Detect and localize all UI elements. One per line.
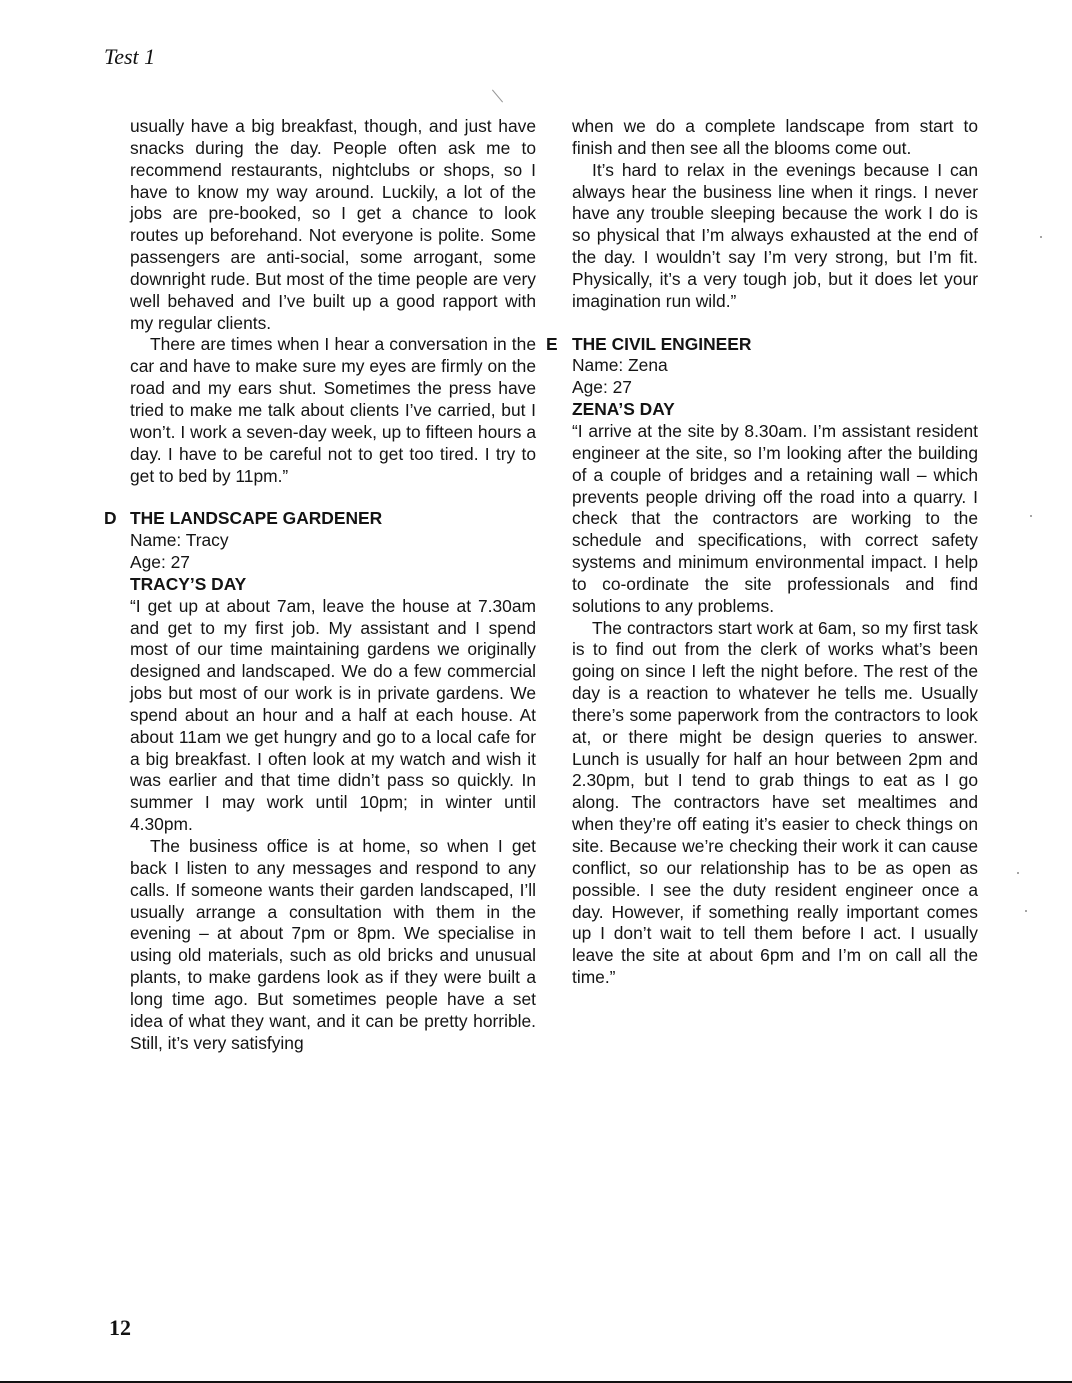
scan-speck: [1030, 515, 1032, 517]
paragraph: usually have a big breakfast, though, and just have snacks during the day. People often ask me to recommend restaurants, nightclubs or shops, so I have to know my way around. Luckily, a lot of the jobs are pre-booked, so I get a chance to look routes up beforehand. Not everyone is polite. Some passengers are anti-social, some arrogant, some downright rude. But most of the time people are very well behaved and I’ve built up a good rapport with my regular clients.: [130, 116, 536, 333]
section-letter: E: [546, 333, 558, 354]
paragraph: “I arrive at the site by 8.30am. I’m assistant resident engineer at the site, so I’m looking after the building of a couple of bridges and a retaining wall – which prevents people driving off the road into a quarry. I check that the contractors are working to the schedule and specifications, with correct safety systems and minimum environmental impact. I help to co-ordinate the site professionals and find solutions to any problems.: [572, 420, 978, 616]
running-head: Test 1: [104, 44, 156, 69]
day-title: TRACY’S DAY: [130, 573, 247, 594]
left-column: [104, 116, 536, 1054]
section-e: [546, 333, 978, 989]
paragraph: The business office is at home, so when I get back I listen to any messages and respond to any calls. If someone wants their garden landscaped, I’ll usually arrange a consultation with them in the evening – at about 7pm or 8pm. We specialise in using old materials, such as old bricks and unusual plants, to make gardens look as if they were built a long time ago. But sometimes people have a set idea of what they want, and it can be pretty horrible. Still, it’s very satisfying: [130, 836, 536, 1053]
paragraph: The contractors start work at 6am, so my first task is to find out from the clerk of works what’s been going on since I left the night before. The rest of the day is a reaction to whatever he tells me. Usually there’s some paperwork from the contractors to look at, or there might be design queries to answer. Lunch is usually for half an hour between 2pm and 2.30pm, but I tend to grab things to eat as I go along. The contractors have set mealtimes and when they’re off eating it’s easier to check things on site. Because we’re checking their work it can cause conflict, so our relationship has to be as open as possible. I see the duty resident engineer once a day. However, if something really important comes up I don’t wait to tell them before I act. I usually leave the site at about 6pm and I’m on call all the time.”: [572, 617, 978, 988]
section-title: THE CIVIL ENGINEER: [572, 333, 752, 354]
scan-speck: [1025, 910, 1027, 912]
day-title: ZENA’S DAY: [572, 399, 675, 420]
scan-mark: [492, 90, 503, 103]
name-line: Name: Zena: [572, 355, 668, 376]
paragraph: There are times when I hear a conversation in the car and have to make sure my eyes are firmly on the road and my ears shut. Sometimes the press have tried to make me talk about clients I’ve carried, but I won’t. I work a seven-day week, up to fifteen hours a day. I have to be careful not to get too tired. I try to get to bed by 11pm.”: [130, 334, 536, 486]
age-line: Age: 27: [572, 377, 632, 398]
scan-speck: [1017, 872, 1019, 874]
age-line: Age: 27: [130, 552, 190, 573]
section-d: [104, 508, 536, 1054]
section-letter: D: [104, 508, 117, 529]
paragraph: when we do a complete landscape from start to finish and then see all the blooms come out.: [572, 116, 978, 158]
paragraph: “I get up at about 7am, leave the house at 7.30am and get to my first job. My assistant and I spend most of our time maintaining gardens we originally designed and landscaped. We do a few commercial jobs but most of our work is in private gardens. We spend about an hour and a half at each house. At about 11am we get hungry and go to a local cafe for a big breakfast. I often look at my watch and wish it was earlier and that time didn’t pass so quickly. In summer I may work until 10pm; in winter until 4.30pm.: [130, 595, 536, 835]
paragraph: It’s hard to relax in the evenings because I can always hear the business line when it rings. I never have any trouble sleeping because the work I do is so physical that I’m always exhausted at the end of the day. I wouldn’t say I’m very strong, but I’m fit. Physically, it’s a very tough job, but it does let your imagination run wild.”: [572, 159, 978, 311]
scan-speck: [1040, 236, 1042, 238]
right-column: [546, 116, 978, 989]
page-number: 12: [109, 1315, 131, 1340]
section-title: THE LANDSCAPE GARDENER: [130, 508, 383, 529]
name-line: Name: Tracy: [130, 530, 229, 551]
